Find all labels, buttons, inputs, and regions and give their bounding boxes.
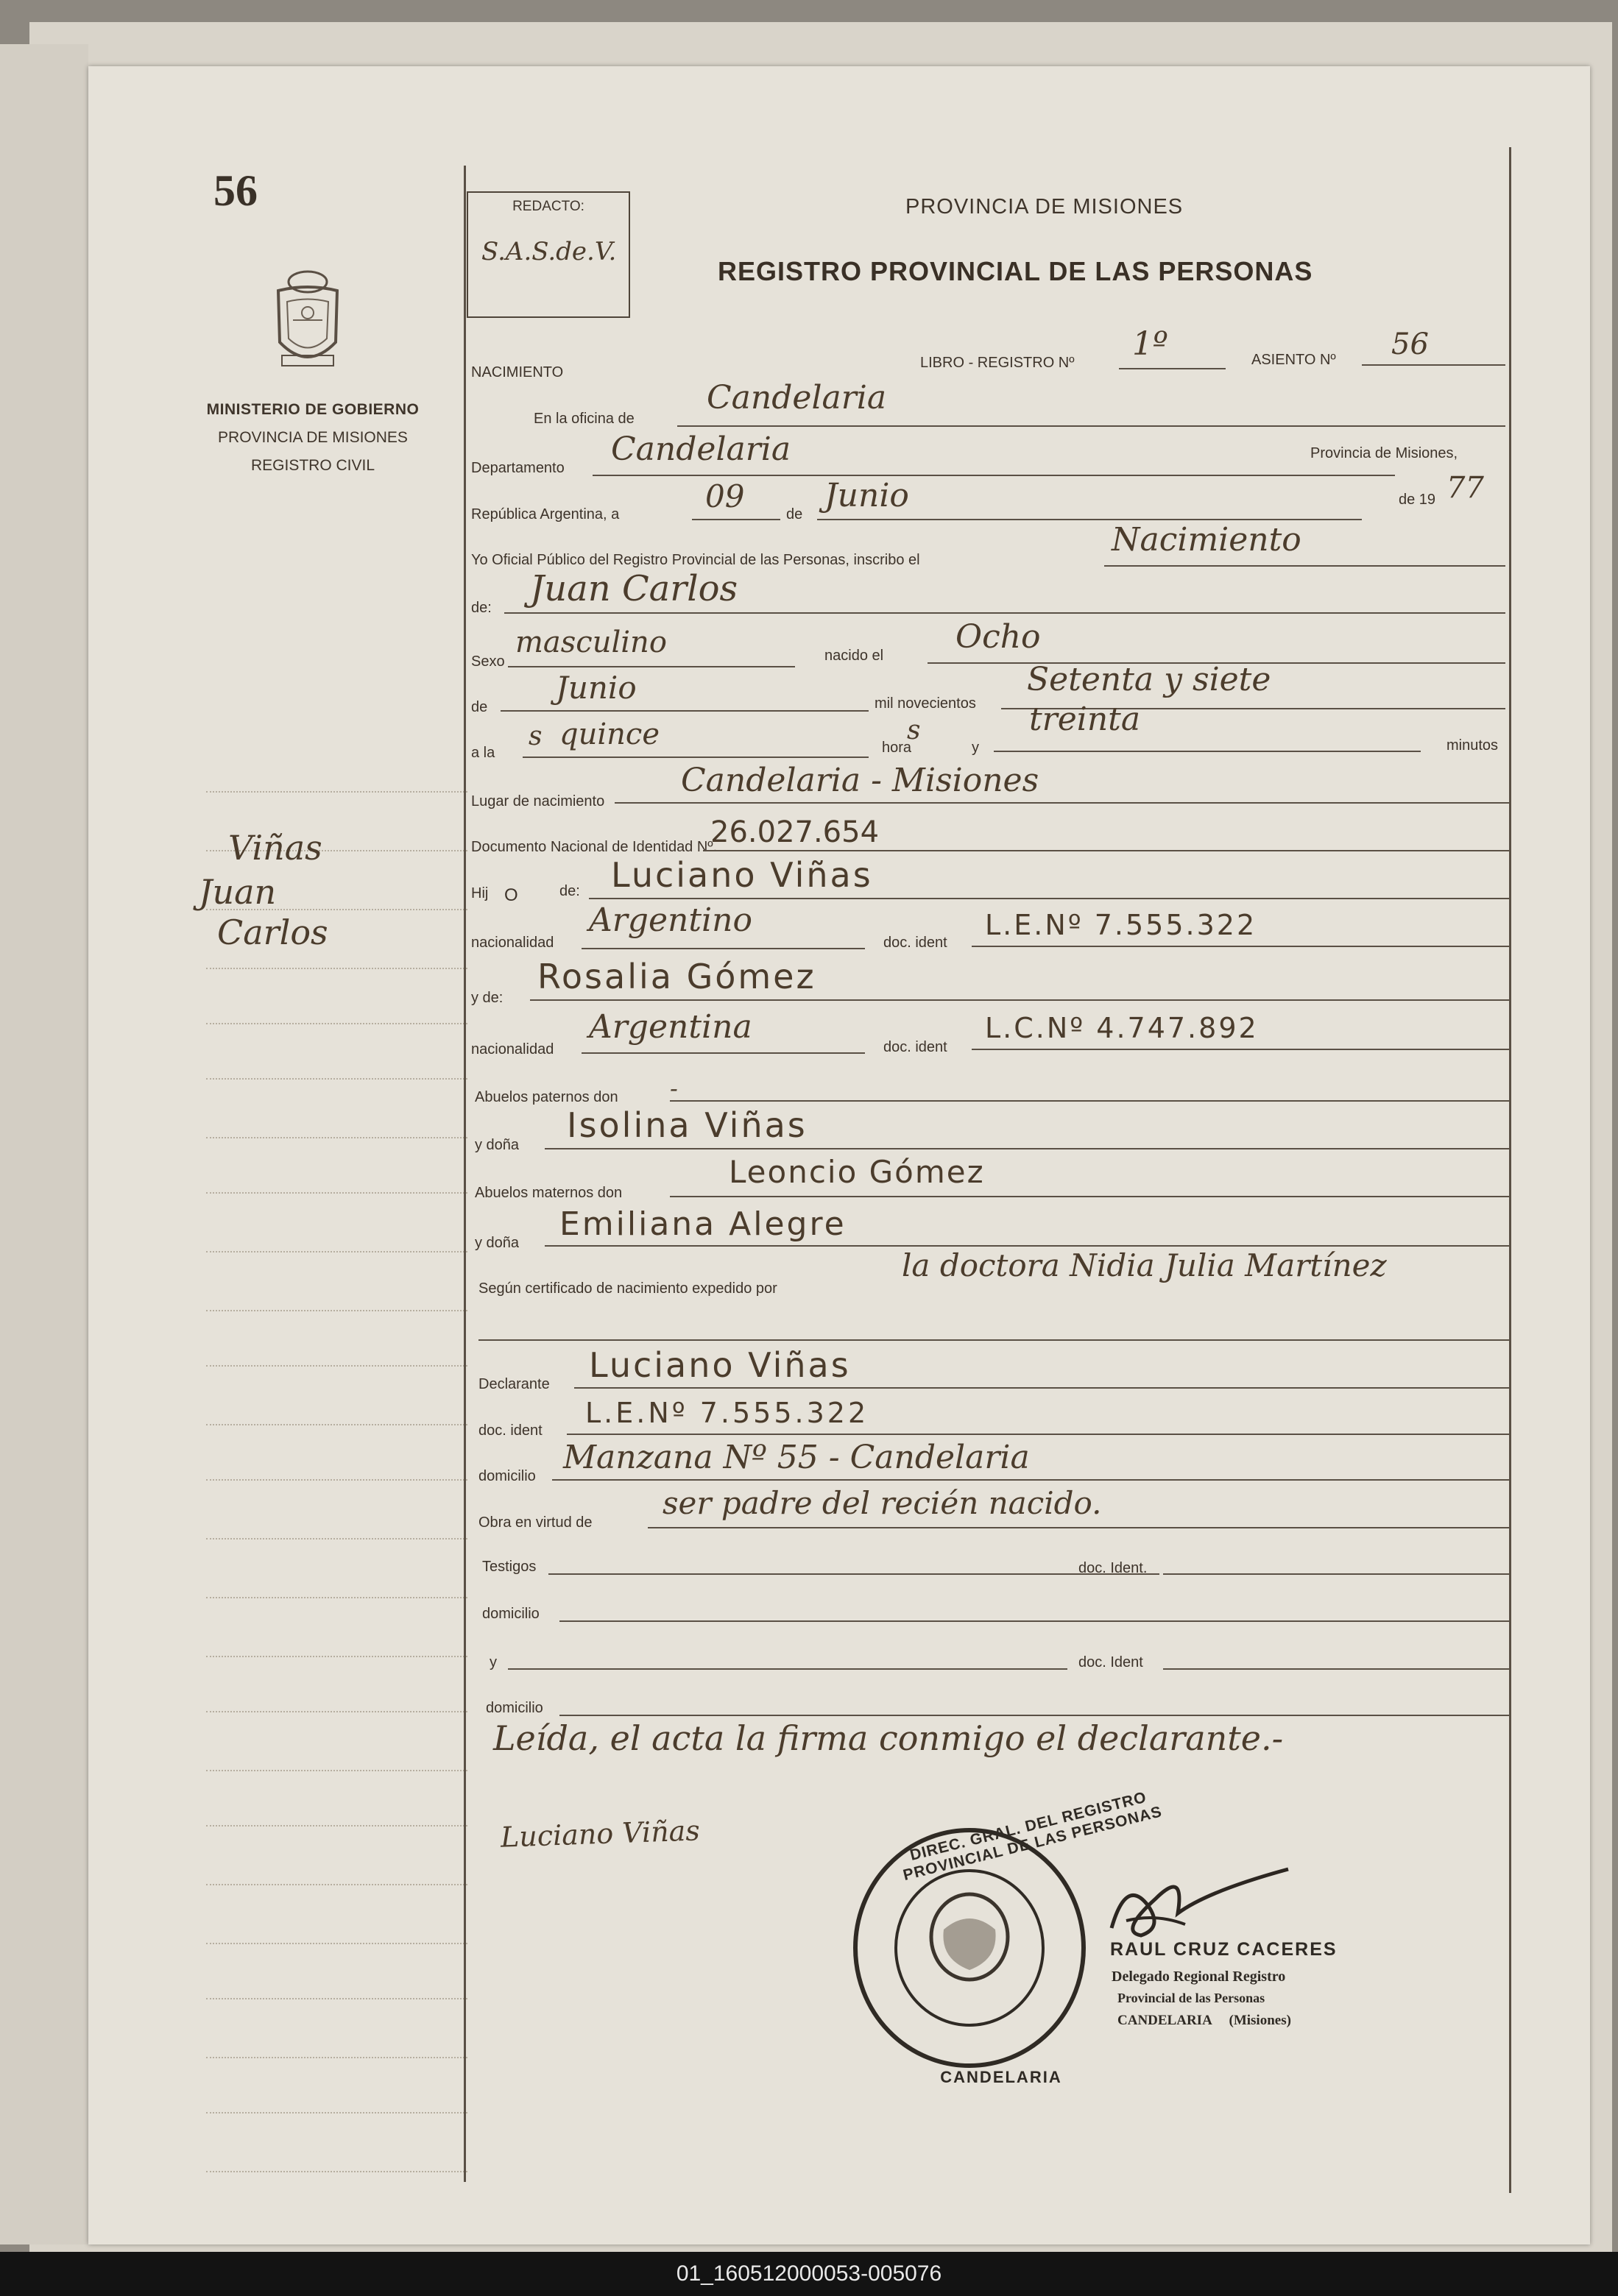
- anio-value: Setenta y siete: [1027, 661, 1271, 698]
- abuelo-mat-value: Leoncio Gómez: [729, 1154, 985, 1190]
- year-label: de 19: [1399, 492, 1436, 508]
- declarante-value: Luciano Viñas: [589, 1345, 851, 1385]
- doc2-label: doc. ident: [883, 1039, 947, 1055]
- page-number: 56: [213, 166, 258, 215]
- abuelos-pat-value: -: [670, 1074, 678, 1102]
- lugar-value: Candelaria - Misiones: [681, 762, 1039, 799]
- ydona1-label: y doña: [475, 1137, 520, 1153]
- ministry-line3: REGISTRO CIVIL: [250, 457, 375, 474]
- provincia-label: Provincia de Misiones,: [1310, 445, 1458, 461]
- nombre-value: Juan Carlos: [530, 568, 738, 609]
- right-frame-line: [1509, 147, 1511, 2193]
- nac2-value: Argentina: [589, 1008, 752, 1046]
- doc1-value: L.E.Nº 7.555.322: [985, 909, 1257, 941]
- horas-value: quince: [559, 718, 660, 751]
- registry-title: REGISTRO PROVINCIAL DE LAS PERSONAS: [718, 256, 1313, 286]
- doc1-label: doc. ident: [883, 935, 947, 951]
- minutos-label: minutos: [1446, 737, 1499, 754]
- doc2-value: L.C.Nº 4.747.892: [985, 1012, 1259, 1044]
- y-label: y: [972, 740, 979, 756]
- obra-value: ser padre del recién nacido.: [663, 1485, 1102, 1521]
- official-stamp-line4: CANDELARIA (Misiones): [1117, 2013, 1291, 2028]
- year-value: 77: [1446, 471, 1484, 505]
- doc3-label: doc. ident: [478, 1422, 543, 1439]
- madre-value: Rosalia Gómez: [537, 957, 816, 996]
- ala-suffix: s: [529, 721, 543, 751]
- acto-value: Nacimiento: [1112, 521, 1301, 559]
- libro-value: 1º: [1132, 325, 1168, 363]
- lectura-text: Leída, el acta la firma conmigo el declarante.-: [493, 1718, 1284, 1758]
- document-page: [88, 66, 1590, 2244]
- ministry-block: [188, 396, 438, 480]
- ala-label: a la: [471, 745, 495, 761]
- de-label: de: [786, 506, 803, 522]
- dni-label: Documento Nacional de Identidad Nº.: [471, 839, 718, 855]
- ydona2-label: y doña: [475, 1235, 520, 1251]
- left-frame-line: [464, 166, 466, 2182]
- testigos-label: Testigos: [482, 1559, 537, 1575]
- domicilio-label: domicilio: [478, 1468, 536, 1484]
- image-id-footer: 01_160512000053-005076: [0, 2252, 1618, 2296]
- doc5-label: doc. Ident: [1078, 1654, 1143, 1670]
- coat-of-arms-icon: [264, 261, 352, 379]
- oficial-label: Yo Oficial Público del Registro Provincial de las Personas, inscribo el: [471, 552, 920, 568]
- round-stamp-text: DIREC. GRAL. DEL REGISTRO PROVINCIAL DE LAS PERSONAS: [901, 1788, 1165, 1885]
- province-title: PROVINCIA DE MISIONES: [905, 195, 1184, 219]
- obra-label: Obra en virtud de: [478, 1514, 593, 1531]
- margin-note-line2: Juan: [199, 872, 277, 912]
- nombre-label: de:: [471, 600, 492, 616]
- lugar-label: Lugar de nacimiento: [471, 793, 605, 809]
- domicilio2-label: domicilio: [482, 1606, 540, 1622]
- month-value: Junio: [824, 477, 909, 514]
- nac1-label: nacionalidad: [471, 935, 554, 951]
- margin-note-line3: Carlos: [217, 913, 328, 952]
- official-stamp-line2: Delegado Regional Registro: [1112, 1969, 1286, 1985]
- margin-note-line1: Viñas: [228, 828, 322, 868]
- doc3-value: L.E.Nº 7.555.322: [585, 1397, 869, 1429]
- ministry-line2: PROVINCIA DE MISIONES: [218, 429, 408, 446]
- redacto-label: REDACTO:: [512, 199, 584, 214]
- de3-label: de: [471, 699, 488, 715]
- abuela-pat-value: Isolina Viñas: [567, 1105, 808, 1145]
- hijo-suffix: O: [504, 885, 518, 905]
- yde-label: y de:: [471, 990, 504, 1006]
- certificado-value: la doctora Nidia Julia Martínez: [902, 1247, 1387, 1283]
- ministry-line1: MINISTERIO DE GOBIERNO: [206, 401, 420, 418]
- previous-page-edge: [0, 44, 88, 2244]
- sexo-value: masculino: [515, 626, 667, 659]
- horas-label: hora: [882, 740, 912, 756]
- abuelos-pat-label: Abuelos paternos don: [475, 1089, 618, 1105]
- day-value: 09: [705, 478, 745, 514]
- domicilio-value: Manzana Nº 55 - Candelaria: [563, 1439, 1030, 1476]
- asiento-value: 56: [1391, 327, 1429, 361]
- declarante-signature: Luciano Viñas: [500, 1814, 701, 1854]
- redacto-box: [467, 191, 630, 318]
- abuela-mat-value: Emiliana Alegre: [559, 1205, 847, 1243]
- nacido-value: Ocho: [955, 618, 1041, 656]
- hijo-label: Hij: [471, 885, 489, 901]
- round-stamp-town: CANDELARIA: [940, 2068, 1062, 2086]
- libro-label: LIBRO - REGISTRO Nº: [920, 355, 1075, 371]
- nac1-value: Argentino: [589, 901, 752, 939]
- declarante-label: Declarante: [478, 1376, 550, 1392]
- domicilio3-label: domicilio: [486, 1700, 543, 1716]
- abuelos-mat-label: Abuelos maternos don: [475, 1185, 623, 1201]
- official-stamp-line3: Provincial de las Personas: [1117, 1991, 1265, 2005]
- mil-label: mil novecientos: [875, 695, 976, 712]
- oficina-value: Candelaria: [707, 379, 887, 417]
- doc4-label: doc. Ident.: [1078, 1560, 1148, 1576]
- redacto-value: S.A.S.de.V.: [481, 237, 617, 266]
- official-stamp-name: RAUL CRUZ CACERES: [1110, 1939, 1338, 1960]
- padre-value: Luciano Viñas: [611, 855, 873, 895]
- nac2-label: nacionalidad: [471, 1041, 554, 1057]
- official-signature-icon: [1097, 1862, 1303, 1950]
- asiento-label: ASIENTO Nº: [1251, 352, 1336, 368]
- departamento-label: Departamento: [471, 460, 565, 476]
- departamento-value: Candelaria: [611, 431, 791, 468]
- hijo-de-label: de:: [559, 883, 580, 899]
- sexo-label: Sexo: [471, 653, 505, 670]
- y2-label: y: [490, 1654, 497, 1670]
- nacido-label: nacido el: [824, 648, 884, 664]
- minutos-value: treinta: [1029, 701, 1141, 738]
- republica-label: República Argentina, a: [471, 506, 620, 522]
- mes2-value: Junio: [556, 670, 637, 706]
- certificado-label: Según certificado de nacimiento expedido por: [478, 1280, 777, 1297]
- horas-suffix: s: [907, 715, 921, 745]
- dni-value: 26.027.654: [710, 815, 880, 849]
- oficina-label: En la oficina de: [534, 411, 635, 427]
- record-type-label: NACIMIENTO: [471, 364, 564, 380]
